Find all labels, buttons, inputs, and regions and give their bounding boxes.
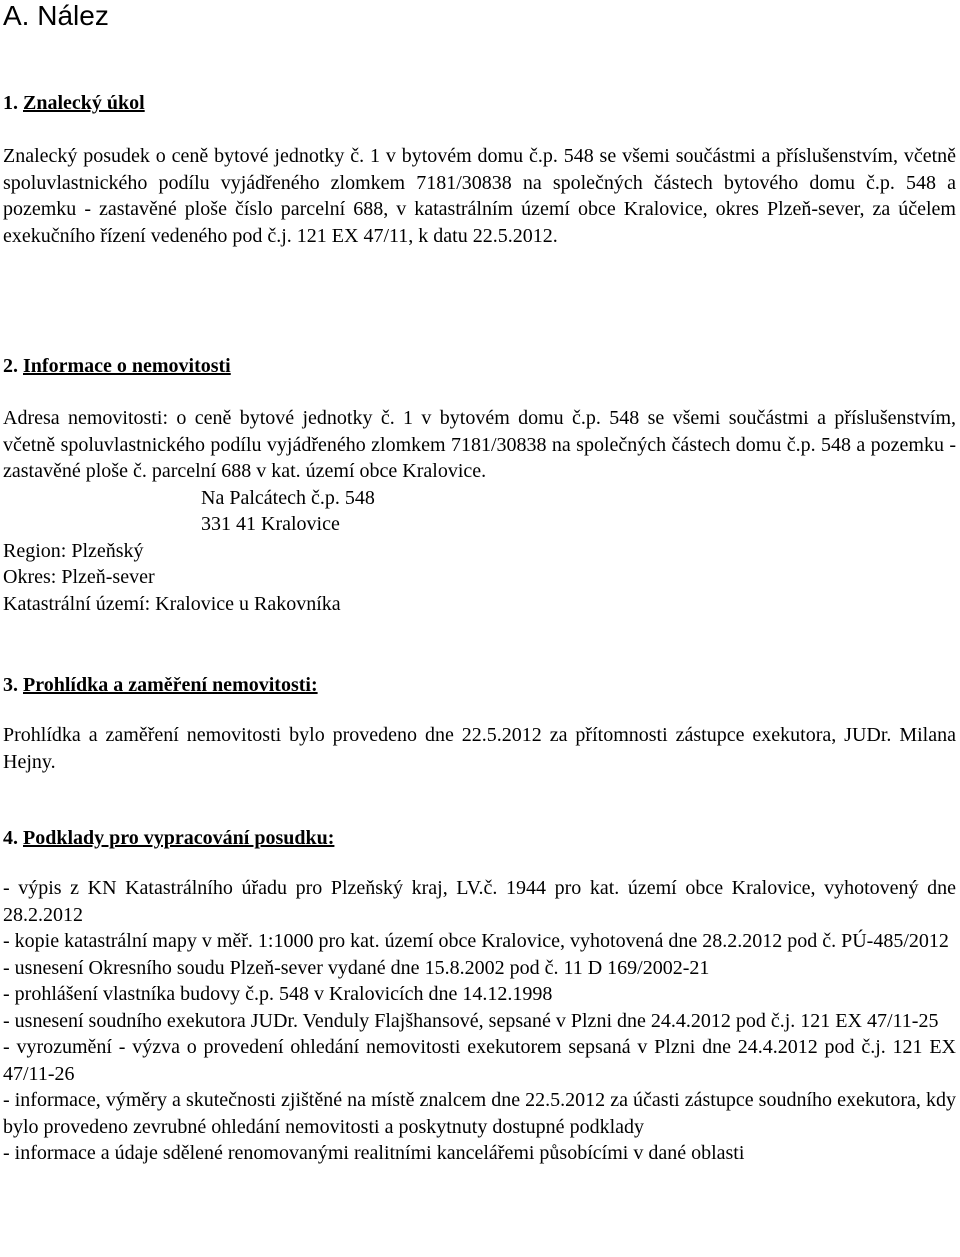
document-title: A. Nález [3, 0, 109, 31]
section-heading [3, 90, 956, 116]
section-prohlidka [3, 672, 956, 775]
list-item: - usnesení Okresního soudu Plzeň-sever vydané dne 15.8.2002 pod č. 11 D 169/2002-21 [3, 956, 710, 979]
section-title: Prohlídka a zaměření nemovitosti: [23, 674, 318, 696]
list-item: - informace, výměry a skutečnosti zjištěné na místě znalcem dne 22.5.2012 za účasti zástupce soudního exekutora, kdy bylo provedeno zevrubné ohledání nemovitosti a poskytnuty dostupné podklady [3, 1089, 956, 1138]
list-item: - výpis z KN Katastrálního úřadu pro Plzeňský kraj, LV.č. 1944 pro kat. území obce Kralovice, vyhotovený dne 28.2.2012 [3, 877, 956, 926]
list-item: - vyrozumění - výzva o provedení ohledání nemovitosti exekutorem sepsaná v Plzni dne 24.4.2012 pod č.j. 121 EX 47/11-26 [3, 1036, 956, 1085]
list-item: - informace a údaje sdělené renomovanými realitními kancelářemi působícími v dané oblasti [3, 1142, 745, 1164]
section-paragraph: Znalecký posudek o ceně bytové jednotky č. 1 v bytovém domu č.p. 548 se všemi součástmi a příslušenstvím, včetně spoluvlastnického podílu vyjádřeného zlomkem 7181/30838 na společných částech bytového domu č.p. 548 a pozemku - zastavěné ploše číslo parcelní 688, v katastrálním území obce Kralovice, okres Plzeň-sever, za účelem exekučního řízení vedeného pod č.j. 121 EX 47/11, k datu 22.5.2012. [3, 145, 956, 247]
list-item: - usnesení soudního exekutora JUDr. Venduly Flajšhansové, sepsané v Plzni dne 24.4.2012 pod č.j. 121 EX 47/11-25 [3, 1009, 939, 1032]
address-city: 331 41 Kralovice [201, 513, 340, 535]
section-number: 4. [3, 827, 18, 849]
source-list [3, 875, 956, 1167]
section-heading [3, 672, 956, 698]
section-number: 2. [3, 355, 18, 377]
section-informace [3, 353, 956, 617]
document-page [3, 0, 956, 1164]
cadastral-line: Katastrální území: Kralovice u Rakovníka [3, 592, 341, 615]
section-znalecky-ukol [3, 90, 956, 249]
section-heading [3, 825, 956, 851]
section-heading [3, 353, 956, 379]
section-title: Znalecký úkol [23, 92, 145, 114]
address-paragraph: Adresa nemovitosti: o ceně bytové jednotky č. 1 v bytovém domu č.p. 548 se všemi součástmi a příslušenstvím, včetně spoluvlastnického podílu vyjádřeného zlomkem 7181/30838 na společných částech domu č.p. 548 a pozemku - zastavěné ploše č. parcelní 688 v kat. území obce Kralovice. [3, 407, 956, 482]
list-item: - kopie katastrální mapy v měř. 1:1000 pro kat. území obce Kralovice, vyhotovená dne 28.2.2012 pod č. PÚ-485/2012 [3, 930, 949, 952]
address-street: Na Palcátech č.p. 548 [201, 486, 375, 509]
section-podklady [3, 825, 956, 1167]
section-title: Podklady pro vypracování posudku: [23, 827, 335, 849]
section-number: 3. [3, 674, 18, 696]
section-paragraph: Prohlídka a zaměření nemovitosti bylo provedeno dne 22.5.2012 za přítomnosti zástupce exekutora, JUDr. Milana Hejny. [3, 724, 956, 773]
list-item: - prohlášení vlastníka budovy č.p. 548 v Kralovicích dne 14.12.1998 [3, 983, 553, 1005]
district-line: Okres: Plzeň-sever [3, 566, 155, 588]
region-line: Region: Plzeňský [3, 539, 144, 562]
section-number: 1. [3, 92, 18, 114]
section-title: Informace o nemovitosti [23, 355, 231, 377]
